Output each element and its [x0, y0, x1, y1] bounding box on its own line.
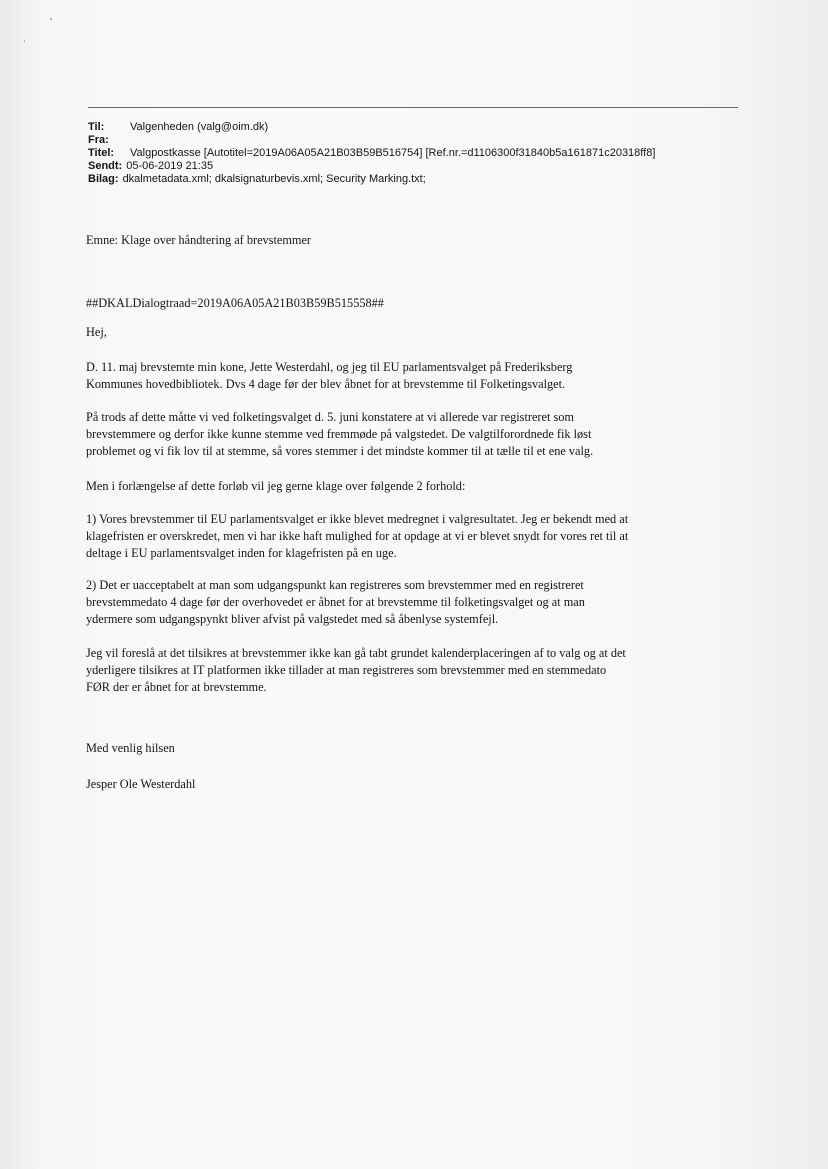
paragraph-line: 1) Vores brevstemmer til EU parlamentsvalget er ikke blevet medregnet i valgresultatet. Jeg er bekendt med at: [86, 512, 629, 526]
paragraph-line: 2) Det er uacceptabelt at man som udgangspunkt kan registreres som brevstemmer med en registreret: [86, 578, 584, 592]
paragraph-line: FØR der er åbnet for at brevstemme.: [86, 680, 267, 694]
to-label: Til:: [88, 121, 105, 133]
paragraph-2: [86, 409, 746, 460]
paragraph-line: Men i forlængelse af dette forløb vil jeg gerne klage over følgende 2 forhold:: [86, 479, 466, 493]
attachments-value: dkalmetadata.xml; dkalsignaturbevis.xml; Security Marking.txt;: [122, 173, 426, 185]
proposal-paragraph: [86, 645, 746, 696]
header-attachments-row: [88, 173, 768, 186]
to-value: Valgenheden (valg@oim.dk): [130, 121, 269, 133]
sent-value: 05-06-2019 21:35: [126, 160, 214, 172]
paragraph-line: brevstemmedato 4 dage før der overhovedet er åbnet for at brevstemme til folketingsvalget og at man: [86, 595, 585, 609]
closing-salutation: Med venlig hilsen: [86, 741, 175, 755]
paragraph-line: problemet og vi fik lov til at stemme, så vores stemmer i det mindste kommer til at tælle til et ene valg.: [86, 444, 594, 458]
paragraph-line: ydermere som udgangspynkt bliver afvist på valgstedet med så åbenlyse systemfejl.: [86, 612, 499, 626]
scan-speck: [24, 40, 25, 42]
sent-label: Sendt:: [88, 160, 123, 172]
paragraph-3: [86, 478, 746, 495]
paragraph-line: yderligere tilsikres at IT platformen ikke tillader at man registreres som brevstemmer med en stemmedato: [86, 663, 607, 677]
paragraph-line: brevstemmere og derfor ikke kunne stemme ved fremmøde på valgstedet. De valgtilforordnede fik løst: [86, 427, 592, 441]
paragraph-line: D. 11. maj brevstemte min kone, Jette Westerdahl, og jeg til EU parlamentsvalget på Frederiksberg: [86, 360, 573, 374]
paragraph-1: [86, 359, 746, 393]
paragraph-line: deltage i EU parlamentsvalget inden for klagefristen på en uge.: [86, 546, 397, 560]
sender-signature: Jesper Ole Westerdahl: [86, 777, 196, 791]
paragraph-line: klagefristen er overskredet, men vi har ikke haft mulighed for at opdage at vi er blevet snydt for vores ret til at: [86, 529, 629, 543]
subject-line: Emne: Klage over håndtering af brevstemmer: [86, 233, 312, 247]
paragraph-line: Kommunes hovedbibliotek. Dvs 4 dage før der blev åbnet for at brevstemme til Folketingsvalget.: [86, 377, 566, 391]
header-divider: [88, 107, 738, 108]
greeting: Hej,: [86, 325, 107, 339]
complaint-point-2: [86, 577, 746, 628]
complaint-point-1: [86, 511, 746, 562]
email-header: [88, 121, 768, 186]
from-label: Fra:: [88, 134, 109, 146]
scan-speck: [50, 18, 52, 20]
dialog-thread-id: ##DKALDialogtraad=2019A06A05A21B03B59B515558##: [86, 296, 384, 310]
attachments-label: Bilag:: [88, 173, 119, 185]
paragraph-line: På trods af dette måtte vi ved folketingsvalget d. 5. juni konstatere at vi allerede var registreret som: [86, 410, 574, 424]
title-value: Valgpostkasse [Autotitel=2019A06A05A21B03B59B516754] [Ref.nr.=d1106300f31840b5a161871c20318ff8]: [130, 147, 656, 159]
header-to-row: [88, 121, 768, 134]
header-from-row: [88, 134, 768, 147]
paragraph-line: Jeg vil foreslå at det tilsikres at brevstemmer ikke kan gå tabt grundet kalenderplaceringen af to valg og at det: [86, 646, 626, 660]
title-label: Titel:: [88, 147, 115, 159]
header-title-row: [88, 147, 768, 160]
header-sent-row: [88, 160, 768, 173]
